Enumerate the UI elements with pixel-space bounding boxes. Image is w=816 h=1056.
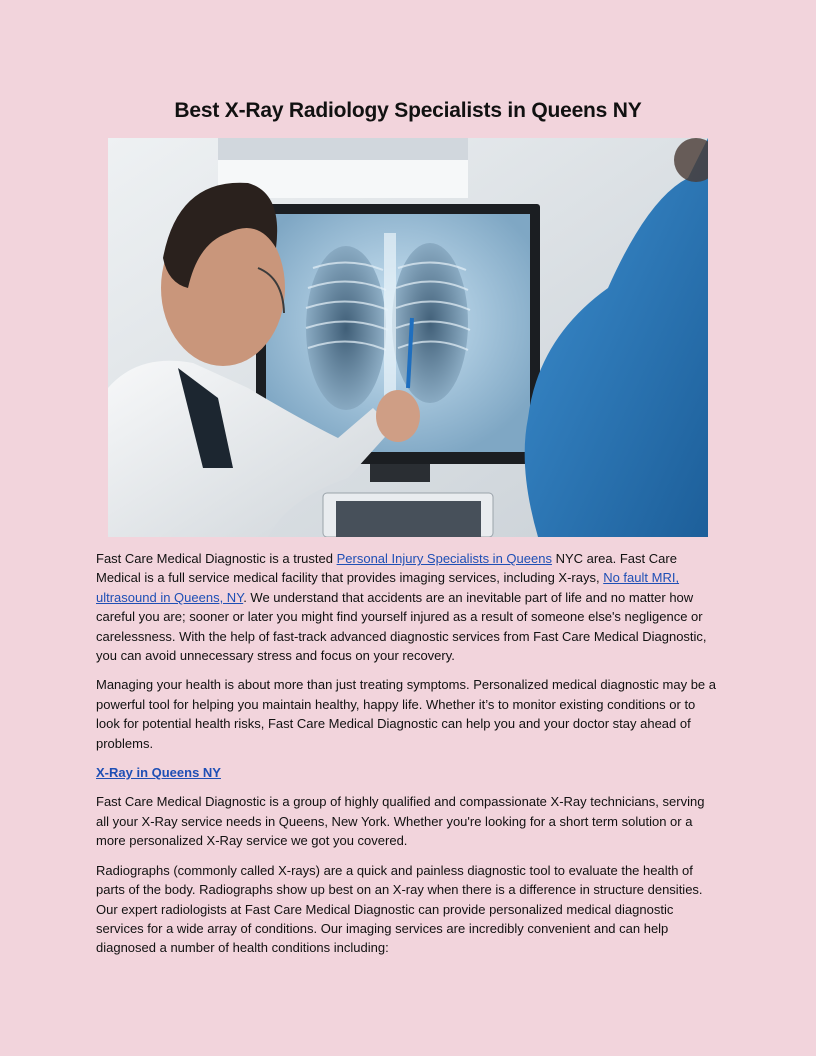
personal-injury-specialists-link[interactable]: Personal Injury Specialists in Queens	[336, 551, 552, 566]
intro-paragraph	[96, 549, 720, 665]
intro-text-2: NYC area. Fast Care Medical is a full service medical facility that provides imaging services, including X-rays,	[96, 551, 677, 586]
xray-in-queens-link[interactable]: X-Ray in Queens NY	[96, 765, 221, 781]
health-paragraph: Managing your health is about more than just treating symptoms. Personalized medical diagnostic may be a powerful tool for helping you maintain healthy, happy life. Whether it’s to monitor existing conditions or to look for potential health risks, Fast Care Medical Diagnostic can help you and your doctor stay ahead of problems.	[96, 677, 716, 751]
xray-photo	[108, 138, 708, 537]
no-fault-mri-link[interactable]: No fault MRI, ultrasound in Queens, NY	[96, 570, 680, 605]
intro-text-1: Fast Care Medical Diagnostic is a trusted	[96, 551, 337, 566]
radiographs-paragraph: Radiographs (commonly called X-rays) are a quick and painless diagnostic tool to evaluate the health of parts of the body. Radiographs show up best on an X-ray when there is a difference in structure densities. Our expert radiologists at Fast Care Medical Diagnostic can provide personalized medical diagnostic services for a wide array of conditions. Our imaging services are incredibly convenient and can help diagnosed a number of health conditions including:	[96, 862, 703, 956]
technicians-paragraph: Fast Care Medical Diagnostic is a group of highly qualified and compassionate X-Ray technicians, serving all your X-Ray service needs in Queens, New York. Whether you're looking for a short term solution or a more personalized X-Ray service we got you covered.	[96, 794, 705, 849]
xray-subheading-block	[96, 763, 720, 782]
article-body	[96, 549, 720, 968]
intro-text-3: . We understand that accidents are an inevitable part of life and no matter how careful you are; sooner or later you might find yourself injured as a result of someone else's negligence or carelessness. With the help of fast-track advanced diagnostic services from Fast Care Medical Diagnostic, you can avoid unnecessary stress and focus on your recovery.	[96, 589, 707, 664]
page-title: Best X-Ray Radiology Specialists in Queens NY	[174, 99, 642, 122]
xray-photo-illustration	[108, 138, 708, 537]
